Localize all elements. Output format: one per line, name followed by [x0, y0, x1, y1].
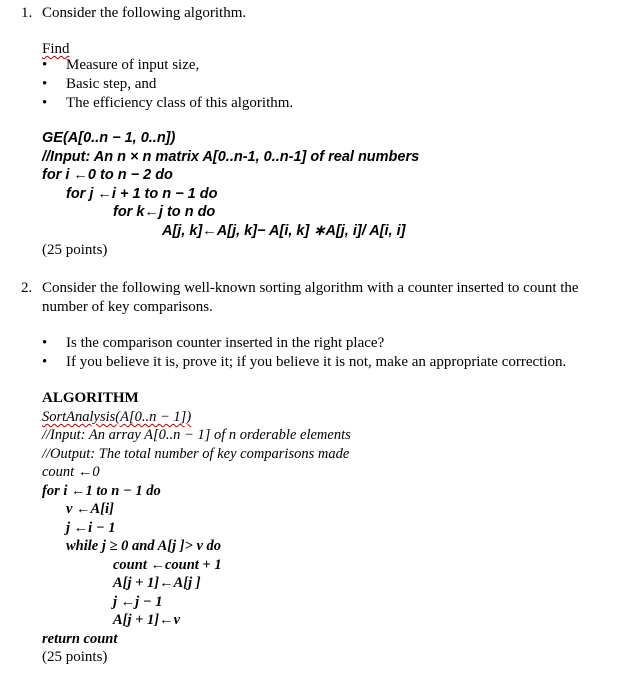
q2-code-line-10: A[j + 1]←A[j ] — [113, 575, 201, 591]
bullet-icon: • — [42, 76, 48, 92]
bullet-icon: • — [42, 354, 48, 370]
q1-find-label: Find — [42, 41, 70, 57]
q1-code-line-5: for k←j to n do — [113, 204, 216, 220]
q1-bullet-2: Basic step, and — [66, 76, 157, 92]
q1-bullet-3: The efficiency class of this algorithm. — [66, 95, 294, 111]
q2-code-line-3: //Output: The total number of key comparisons made — [42, 446, 350, 462]
q2-code-line-11: j ←j − 1 — [113, 594, 163, 610]
q2-code-line-6: v ←A[i] — [66, 501, 114, 517]
q1-code-line-2: //Input: An n × n matrix A[0..n-1, 0..n-1] of real numbers — [42, 149, 420, 165]
q1-number: 1. — [21, 5, 33, 21]
q2-intro-line-2: number of key comparisons. — [42, 299, 213, 315]
bullet-icon: • — [42, 335, 48, 351]
q2-intro-line-1: Consider the following well-known sorting algorithm with a counter inserted to count the — [42, 280, 579, 296]
q2-code-line-12: A[j + 1]←v — [113, 612, 181, 628]
q1-intro: Consider the following algorithm. — [42, 5, 247, 21]
q2-points: (25 points) — [42, 649, 108, 665]
q2-code-line-5: for i ←1 to n − 1 do — [42, 483, 161, 499]
q2-algorithm-header: ALGORITHM — [42, 390, 139, 406]
q2-code-line-1: SortAnalysis(A[0..n − 1]) — [42, 409, 192, 425]
q1-bullet-1: Measure of input size, — [66, 57, 200, 73]
q2-code-line-9: count ←count + 1 — [113, 557, 222, 573]
bullet-icon: • — [42, 95, 48, 111]
q1-code-line-4: for j ←i + 1 to n − 1 do — [66, 186, 218, 202]
q2-code-line-2: //Input: An array A[0..n − 1] of n orderable elements — [42, 427, 351, 443]
q2-bullet-1: Is the comparison counter inserted in the right place? — [66, 335, 385, 351]
q2-code-line-13: return count — [42, 631, 118, 647]
q2-code-line-7: j ←i − 1 — [66, 520, 116, 536]
bullet-icon: • — [42, 57, 48, 73]
q2-code-line-8: while j ≥ 0 and A[j ]> v do — [66, 538, 222, 554]
q2-code-line-4: count ←0 — [42, 464, 100, 480]
q1-code-line-1: GE(A[0..n − 1, 0..n]) — [42, 130, 176, 146]
q1-code-line-3: for i ←0 to n − 2 do — [42, 167, 173, 183]
q1-points: (25 points) — [42, 242, 108, 258]
q2-bullet-2: If you believe it is, prove it; if you believe it is not, make an appropriate correction. — [66, 354, 567, 370]
q2-number: 2. — [21, 280, 33, 296]
q1-code-line-6: A[j, k]←A[j, k]− A[i, k] ∗A[j, i]/ A[i, i] — [162, 223, 406, 239]
